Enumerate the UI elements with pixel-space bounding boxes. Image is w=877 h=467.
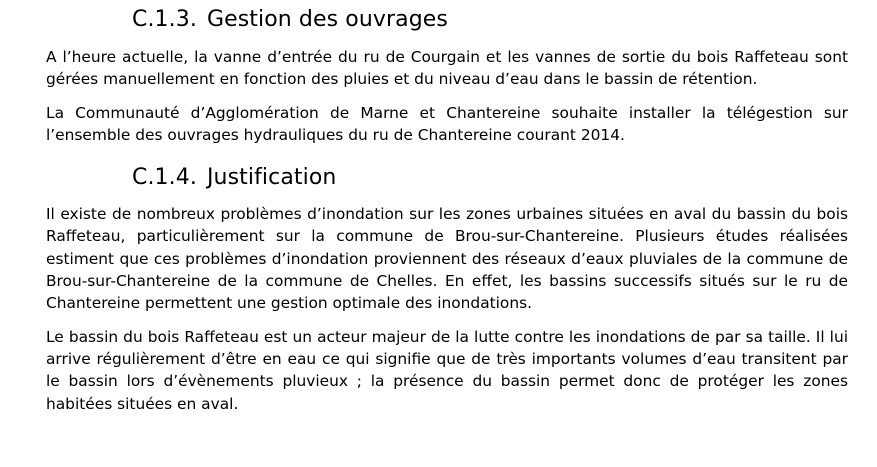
section-number: C.1.3. [132,7,197,32]
paragraph: Il existe de nombreux problèmes d’inondation sur les zones urbaines situées en aval du bassin du bois Raffeteau, particulièrement sur la commune de Brou-sur-Chantereine. Plusieurs études réalisées estiment que ces problèmes d’inondation proviennent des réseaux d’eaux pluviales de la commune de Brou-sur-Chantereine de la commune de Chelles. En effet, les bassins successifs situés sur le ru de Chantereine permettent une gestion optimale des inondations. [46,205,848,313]
section-heading-justification [46,164,848,192]
document-page [46,0,848,415]
paragraph: La Communauté d’Agglomération de Marne et Chantereine souhaite installer la télégestion sur l’ensemble des ouvrages hydrauliques du ru de Chantereine courant 2014. [46,103,848,144]
section-number: C.1.4. [132,165,197,191]
paragraph: Le bassin du bois Raffeteau est un acteur majeur de la lutte contre les inondations de par sa taille. Il lui arrive régulièrement d’être en eau ce qui signifie que de très importants volumes d’eau transitent par le bassin lors d’évènements pluvieux ; la présence du bassin permet donc de protéger les zones habitées situées en aval. [46,327,848,413]
paragraph: A l’heure actuelle, la vanne d’entrée du ru de Courgain et les vannes de sortie du bois Raffeteau sont gérées manuellement en fonction des pluies et du niveau d’eau dans le bassin de rétention. [46,48,848,89]
section-heading-gestion [46,0,848,34]
section-title: Justification [206,165,337,191]
section-title: Gestion des ouvrages [206,7,448,32]
